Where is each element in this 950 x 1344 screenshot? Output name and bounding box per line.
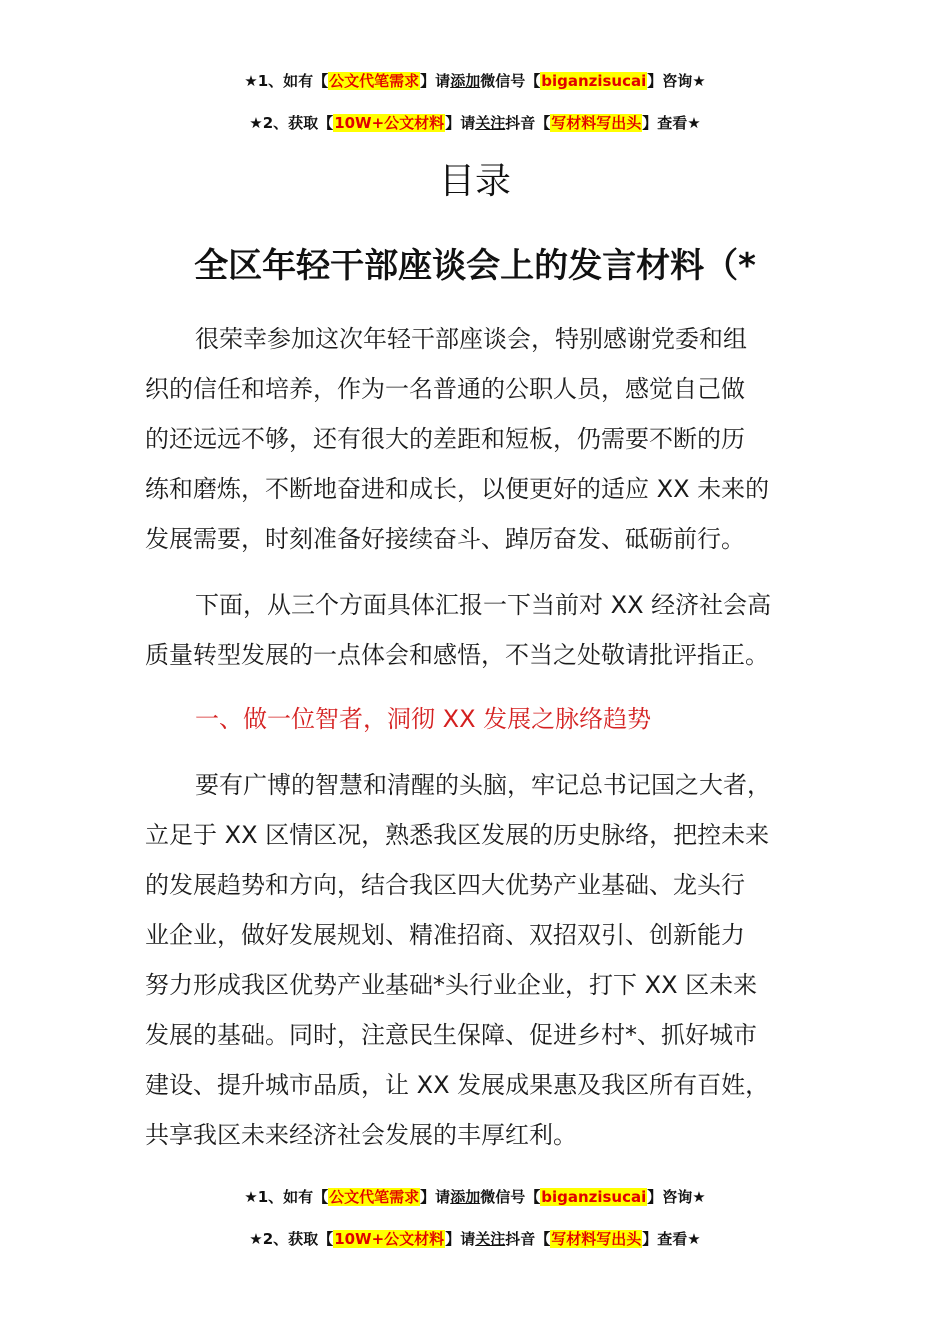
promo-highlight: 10W+公文材料 bbox=[334, 1230, 445, 1248]
promo-text: 】请 bbox=[445, 1230, 476, 1248]
document-title: 全区年轻干部座谈会上的发言材料（* bbox=[194, 246, 756, 286]
paragraph-line: 练和磨炼，不断地奋进和成长，以便更好的适应 XX 未来的 bbox=[145, 475, 770, 503]
promo-text: 微信号【 bbox=[480, 1188, 541, 1206]
section-heading-1: 一、做一位智者，洞彻 XX 发展之脉络趋势 bbox=[195, 705, 652, 733]
promo-underline: 添加 bbox=[450, 72, 481, 90]
promo-text: 】咨询★ bbox=[647, 72, 706, 90]
promo-text: ★2、获取【 bbox=[249, 114, 334, 132]
promo-line-1-bottom bbox=[0, 1186, 950, 1207]
promo-underline: 关注 bbox=[475, 1230, 506, 1248]
paragraph-line: 质量转型发展的一点体会和感悟，不当之处敬请批评指正。 bbox=[145, 641, 769, 669]
promo-line-2-bottom bbox=[0, 1228, 950, 1249]
promo-highlight: 10W+公文材料 bbox=[334, 114, 445, 132]
promo-highlight: 写材料写出头 bbox=[551, 1230, 642, 1248]
paragraph-line: 要有广博的智慧和清醒的头脑，牢记总书记国之大者， bbox=[195, 771, 771, 799]
promo-highlight: 写材料写出头 bbox=[551, 114, 642, 132]
toc-title: 目录 bbox=[438, 161, 511, 202]
promo-text: 】请 bbox=[420, 72, 451, 90]
promo-text: 】查看★ bbox=[642, 1230, 701, 1248]
paragraph-line: 织的信任和培养，作为一名普通的公职人员，感觉自己做 bbox=[145, 375, 745, 403]
paragraph-3 bbox=[145, 760, 835, 1160]
promo-text: 】咨询★ bbox=[647, 1188, 706, 1206]
paragraph-line: 业企业，做好发展规划、精准招商、双招双引、创新能力 bbox=[145, 921, 745, 949]
promo-highlight: 公文代笔需求 bbox=[329, 72, 420, 90]
promo-highlight: biganzisucai bbox=[541, 72, 647, 90]
paragraph-line: 的发展趋势和方向，结合我区四大优势产业基础、龙头行 bbox=[145, 871, 745, 899]
promo-text: 】请 bbox=[445, 114, 476, 132]
promo-text: 】查看★ bbox=[642, 114, 701, 132]
paragraph-line: 共享我区未来经济社会发展的丰厚红利。 bbox=[145, 1121, 577, 1149]
paragraph-line: 很荣幸参加这次年轻干部座谈会，特别感谢党委和组 bbox=[195, 325, 747, 353]
paragraph-line: 立足于 XX 区情区况，熟悉我区发展的历史脉络，把控未来 bbox=[145, 821, 770, 849]
promo-highlight: 公文代笔需求 bbox=[329, 1188, 420, 1206]
promo-underline: 关注 bbox=[475, 114, 506, 132]
promo-highlight: biganzisucai bbox=[541, 1188, 647, 1206]
promo-line-1-top bbox=[0, 70, 950, 91]
paragraph-line: 的还远远不够，还有很大的差距和短板，仍需要不断的历 bbox=[145, 425, 745, 453]
paragraph-line: 建设、提升城市品质，让 XX 发展成果惠及我区所有百姓， bbox=[145, 1071, 770, 1099]
paragraph-line: 发展需要，时刻准备好接续奋斗、踔厉奋发、砥砺前行。 bbox=[145, 525, 745, 553]
paragraph-2 bbox=[145, 580, 835, 680]
promo-text: ★1、如有【 bbox=[244, 72, 329, 90]
promo-text: 微信号【 bbox=[480, 72, 541, 90]
paragraph-line: 下面，从三个方面具体汇报一下当前对 XX 经济社会高 bbox=[195, 591, 772, 619]
promo-text: ★2、获取【 bbox=[249, 1230, 334, 1248]
promo-line-2-top bbox=[0, 112, 950, 133]
promo-text: 】请 bbox=[420, 1188, 451, 1206]
promo-text: ★1、如有【 bbox=[244, 1188, 329, 1206]
promo-text: 抖音【 bbox=[505, 114, 551, 132]
paragraph-line: 努力形成我区优势产业基础*头行业企业，打下 XX 区未来 bbox=[145, 971, 758, 999]
paragraph-1 bbox=[145, 314, 835, 564]
paragraph-line: 发展的基础。同时，注意民生保障、促进乡村*、抓好城市 bbox=[145, 1021, 757, 1049]
promo-text: 抖音【 bbox=[505, 1230, 551, 1248]
promo-underline: 添加 bbox=[450, 1188, 481, 1206]
